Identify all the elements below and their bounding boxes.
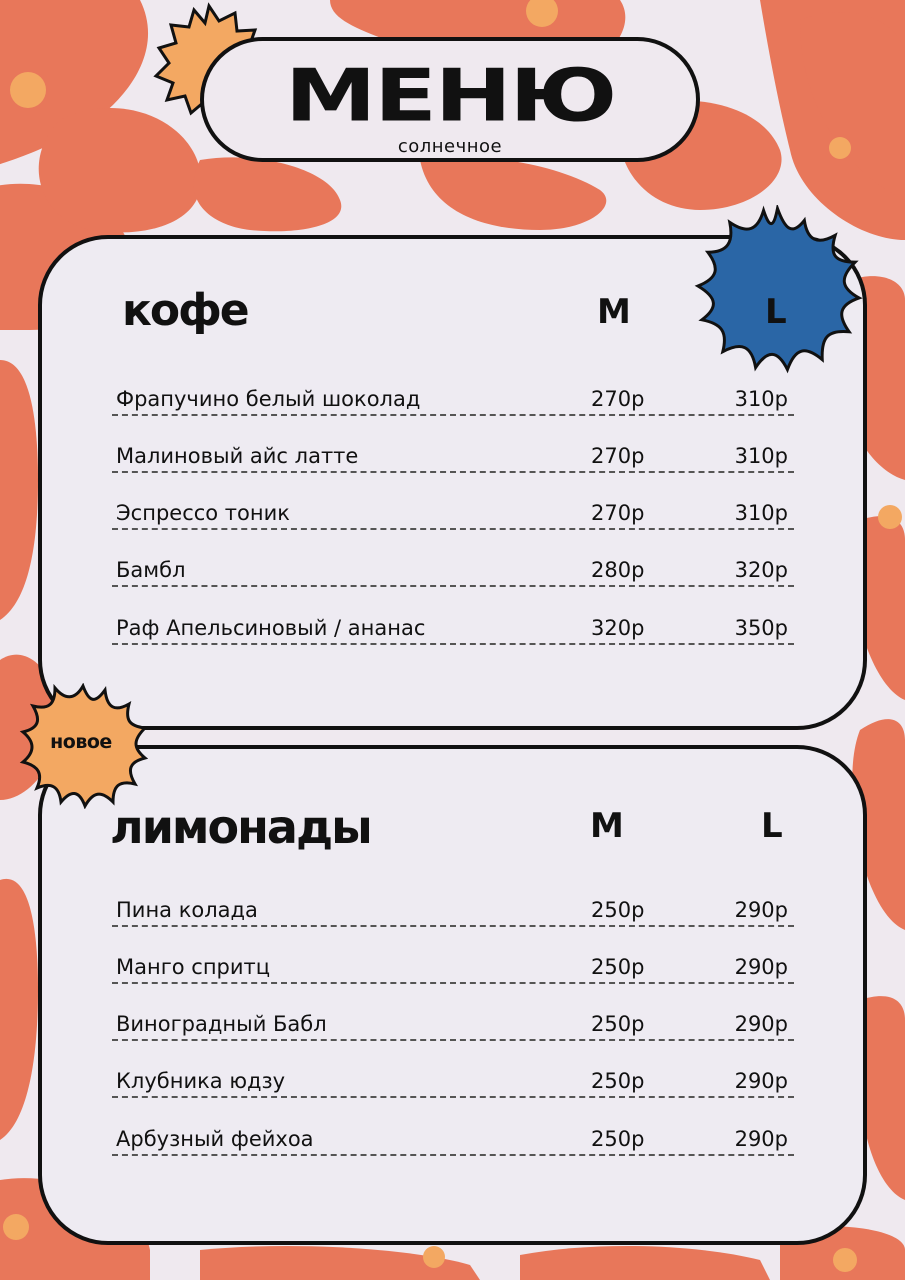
- price-m: 270р: [591, 387, 645, 411]
- menu-row: [112, 1112, 794, 1156]
- price-l: 290р: [734, 955, 788, 979]
- price-m: 250р: [591, 955, 645, 979]
- menu-row: [112, 601, 794, 645]
- new-badge-label: новое: [36, 731, 126, 753]
- item-name: Клубника юдзу: [116, 1069, 286, 1093]
- price-l: 320р: [734, 558, 788, 582]
- menu-row: [112, 940, 794, 984]
- item-name: Эспрессо тоник: [116, 501, 290, 525]
- price-l: 310р: [734, 387, 788, 411]
- item-name: Виноградный Бабл: [116, 1012, 327, 1036]
- menu-row: [112, 486, 794, 530]
- lemonade-col-m: M: [590, 806, 624, 846]
- price-m: 250р: [591, 1127, 645, 1151]
- menu-row: [112, 997, 794, 1041]
- price-m: 250р: [591, 898, 645, 922]
- item-name: Манго спритц: [116, 955, 271, 979]
- price-m: 270р: [591, 501, 645, 525]
- coffee-col-m: M: [597, 292, 631, 332]
- price-l: 290р: [734, 898, 788, 922]
- lemonade-col-l: L: [761, 806, 783, 846]
- item-name: Фрапучино белый шоколад: [116, 387, 421, 411]
- item-name: Малиновый айс латте: [116, 444, 359, 468]
- price-l: 310р: [734, 501, 788, 525]
- item-name: Бамбл: [116, 558, 186, 582]
- page-title: МЕНЮ: [284, 53, 616, 138]
- menu-row: [112, 543, 794, 587]
- price-m: 250р: [591, 1069, 645, 1093]
- price-l: 290р: [734, 1127, 788, 1151]
- price-l: 290р: [734, 1069, 788, 1093]
- page-subtitle: солнечное: [397, 136, 503, 157]
- menu-row: [112, 372, 794, 416]
- menu-row: [112, 429, 794, 473]
- price-m: 280р: [591, 558, 645, 582]
- item-name: Арбузный фейхоа: [116, 1127, 314, 1151]
- price-m: 270р: [591, 444, 645, 468]
- blue-star-icon: [690, 205, 865, 375]
- header-pill: [200, 37, 700, 162]
- price-l: 350р: [734, 616, 788, 640]
- item-name: Пина колада: [116, 898, 258, 922]
- price-m: 250р: [591, 1012, 645, 1036]
- coffee-title: кофе: [122, 285, 248, 336]
- price-m: 320р: [591, 616, 645, 640]
- menu-row: [112, 1054, 794, 1098]
- lemonade-title: лимонады: [110, 800, 371, 854]
- item-name: Раф Апельсиновый / ананас: [116, 616, 426, 640]
- price-l: 310р: [734, 444, 788, 468]
- menu-row: [112, 883, 794, 927]
- price-l: 290р: [734, 1012, 788, 1036]
- coffee-col-l: L: [765, 292, 787, 332]
